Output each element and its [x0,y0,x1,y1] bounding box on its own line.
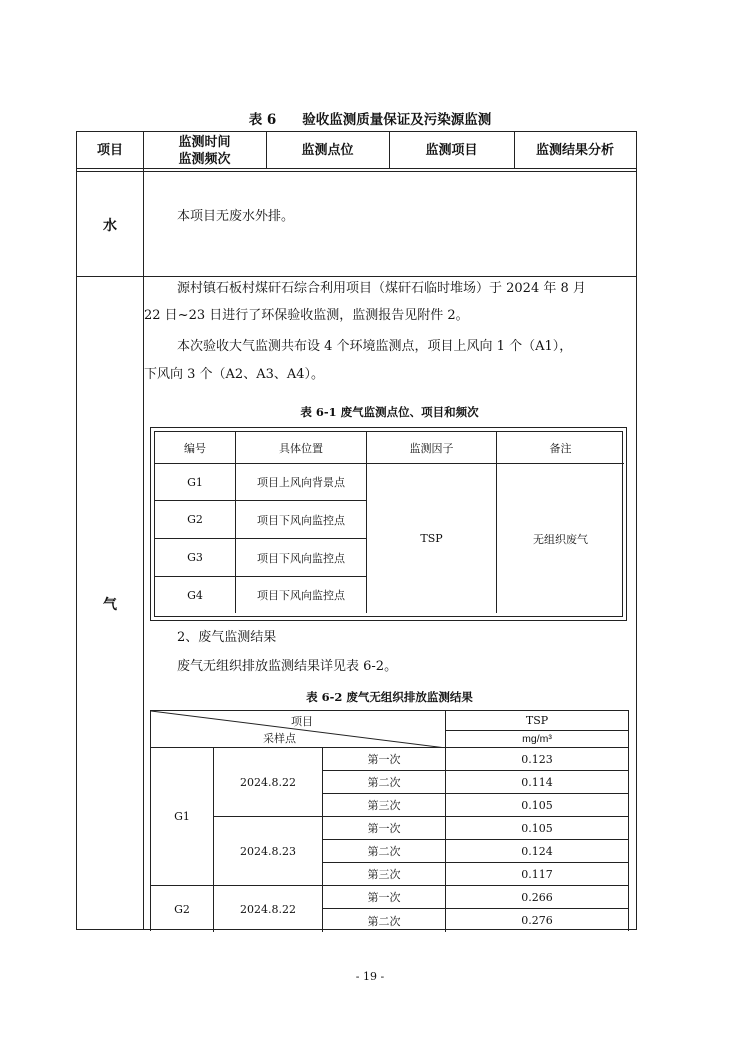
t62-sample-cell: 第三次 [323,794,446,817]
t62-value-cell: 0.117 [446,863,628,886]
table-title-text: 验收监测质量保证及污染源监测 [302,112,492,128]
t62-value-cell: 0.114 [446,771,628,794]
t61-location-cell: 项目下风向监控点 [236,539,367,577]
air-p1-line1: 源村镇石板村煤矸石综合利用项目（煤矸石临时堆场）于 2024 年 8 月 [177,281,586,296]
t62-sample-cell: 第二次 [323,840,446,863]
t62-col-head: TSP [446,711,628,731]
t62-date-cell: 2024.8.22 [214,886,323,932]
t62-sample-cell: 第二次 [323,771,446,794]
t61-header-id: 编号 [155,432,236,464]
t62-sample-cell: 第一次 [323,886,446,909]
t62-sample-cell: 第一次 [323,817,446,840]
air-p2-line1: 本次验收大气监测共布设 4 个环境监测点，项目上风向 1 个（A1）， [177,339,573,354]
t61-location-cell: 项目下风向监控点 [236,501,367,539]
t62-corner-cell [151,711,446,748]
t62-sample-cell: 第二次 [323,909,446,932]
header-col-divider [514,132,515,169]
table-6-1 [150,427,627,621]
header-item: 监测项目 [425,143,478,158]
t62-value-cell: 0.105 [446,794,628,817]
t62-value-cell: 0.105 [446,817,628,840]
t61-header-location: 具体位置 [236,432,367,464]
table-6-2 [150,710,629,931]
t62-sample-cell: 第一次 [323,748,446,771]
t62-date-cell: 2024.8.22 [214,748,323,817]
t61-header-factor: 监测因子 [367,432,497,464]
section-2-text: 废气无组织排放监测结果详见表 6-2。 [177,659,398,674]
header-time-line2: 监测频次 [178,151,231,167]
section-2-heading: 2、废气监测结果 [177,630,277,645]
header-divider-double [77,171,636,172]
water-label: 水 [103,218,117,234]
t61-header-note: 备注 [497,432,624,464]
page-number: - 19 - [355,970,385,983]
t62-unit: mg/m³ [446,731,628,748]
t62-date-cell: 2024.8.23 [214,817,323,886]
air-p2-line2: 下风向 3 个（A2、A3、A4）。 [144,367,325,382]
t62-corner-bottom: 采样点 [263,732,296,745]
t61-id-cell: G2 [155,501,236,539]
header-col-divider [266,132,267,169]
water-text: 本项目无废水外排。 [177,209,295,224]
t62-point-cell: G2 [151,886,214,932]
header-col-divider [389,132,390,169]
header-time [143,132,266,169]
t62-point-cell: G1 [151,748,214,886]
t61-location-cell: 项目上风向背景点 [236,464,367,501]
header-time-line1: 监测时间 [178,134,231,150]
air-label: 气 [103,597,117,613]
label-column-divider [143,132,144,929]
t61-id-cell: G3 [155,539,236,577]
t62-value-cell: 0.276 [521,914,553,927]
t62-value-cell: 0.124 [446,840,628,863]
table-title [0,108,740,128]
t61-id-cell: G4 [155,577,236,613]
t62-value-cell: 0.123 [446,748,628,771]
t62-value-cell: 0.266 [446,886,628,909]
table-6-1-caption: 表 6-1 废气监测点位、项目和频次 [300,405,479,419]
header-point: 监测点位 [301,143,354,158]
t61-id-cell: G1 [155,464,236,501]
header-project: 项目 [96,143,123,158]
header-divider [77,168,636,169]
t61-location-cell: 项目下风向监控点 [236,577,367,613]
t62-sample-cell: 第三次 [323,863,446,886]
t61-note-cell: 无组织废气 [533,532,588,546]
main-table [76,131,637,930]
t61-factor-cell: TSP [367,464,497,613]
t62-corner-top: 项目 [291,715,313,728]
table-number: 表 6 [248,112,277,128]
header-result: 监测结果分析 [535,143,614,158]
air-p1-line2: 22 日~23 日进行了环保验收监测，监测报告见附件 2。 [144,308,469,323]
table-6-2-caption: 表 6-2 废气无组织排放监测结果 [306,690,473,704]
